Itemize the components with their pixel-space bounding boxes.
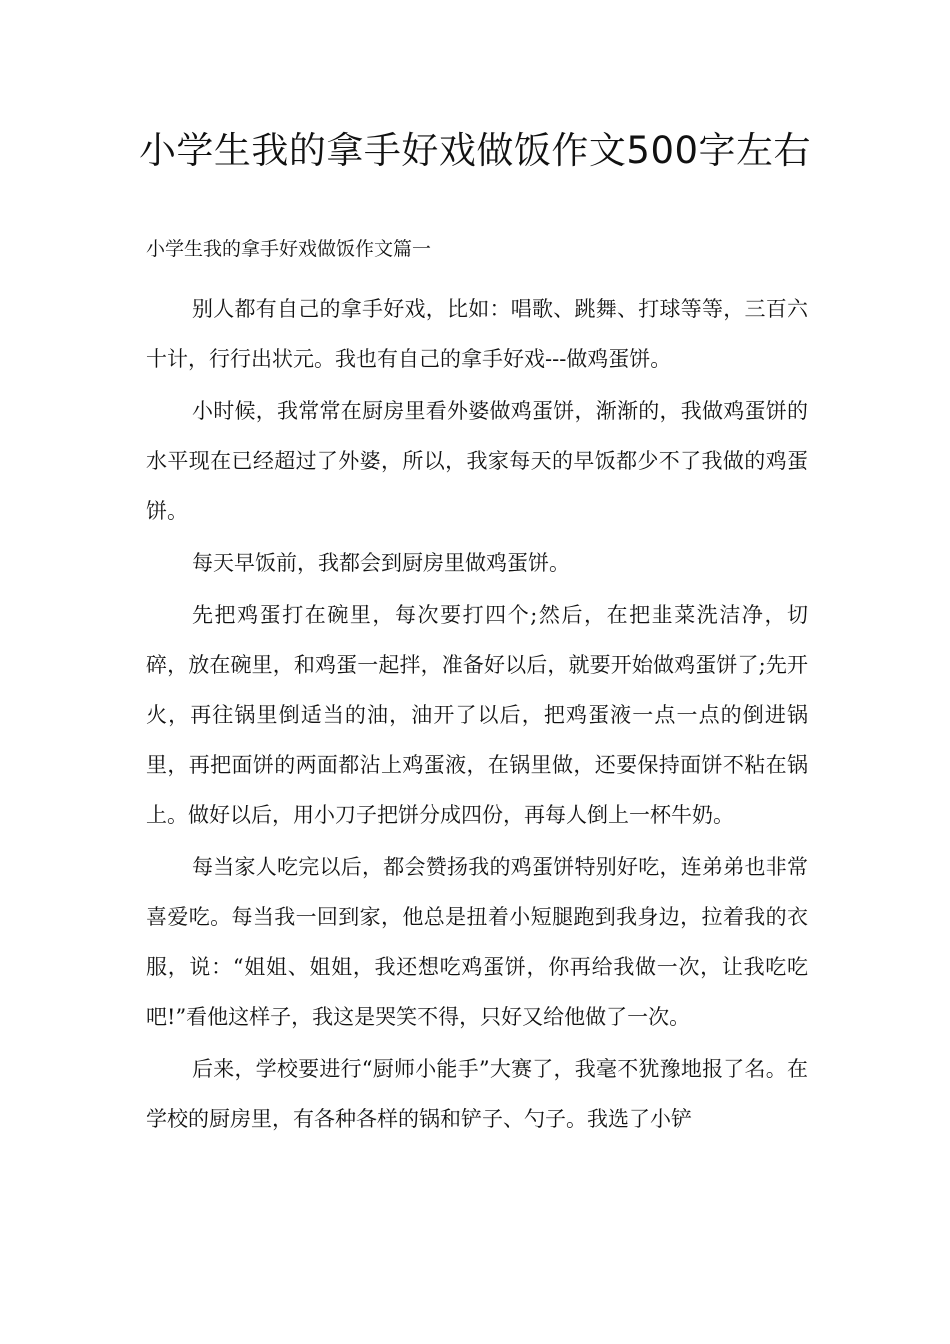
- document-title: 小学生我的拿手好戏做饭作文500字左右: [138, 129, 812, 172]
- document-body: [146, 284, 808, 1146]
- document-subtitle: 小学生我的拿手好戏做饭作文篇一: [146, 238, 432, 260]
- paragraph: 每当家人吃完以后，都会赞扬我的鸡蛋饼特别好吃，连弟弟也非常喜爱吃。每当我一回到家，他总是扭着小短腿跑到我身边，拉着我的衣服，说：“姐姐、姐姐，我还想吃鸡蛋饼，你再给我做一次，让我吃吃吧!”看他这样子，我这是哭笑不得，只好又给他做了一次。: [146, 855, 808, 1029]
- paragraph: 后来，学校要进行“厨师小能手”大赛了，我毫不犹豫地报了名。在学校的厨房里，有各种各样的锅和铲子、勺子。我选了小铲: [146, 1057, 808, 1131]
- paragraph: 每天早饭前，我都会到厨房里做鸡蛋饼。: [192, 551, 570, 575]
- paragraph: 别人都有自己的拿手好戏，比如：唱歌、跳舞、打球等等，三百六十计，行行出状元。我也有自己的拿手好戏---做鸡蛋饼。: [146, 297, 808, 371]
- paragraph: 先把鸡蛋打在碗里，每次要打四个;然后，在把韭菜洗洁净，切碎，放在碗里，和鸡蛋一起拌，准备好以后，就要开始做鸡蛋饼了;先开火，再往锅里倒适当的油，油开了以后，把鸡蛋液一点一点的倒进锅里，再把面饼的两面都沾上鸡蛋液，在锅里做，还要保持面饼不粘在锅上。做好以后，用小刀子把饼分成四份，再每人倒上一杯牛奶。: [146, 603, 808, 827]
- paragraph: 小时候，我常常在厨房里看外婆做鸡蛋饼，渐渐的，我做鸡蛋饼的水平现在已经超过了外婆，所以，我家每天的早饭都少不了我做的鸡蛋饼。: [146, 399, 808, 523]
